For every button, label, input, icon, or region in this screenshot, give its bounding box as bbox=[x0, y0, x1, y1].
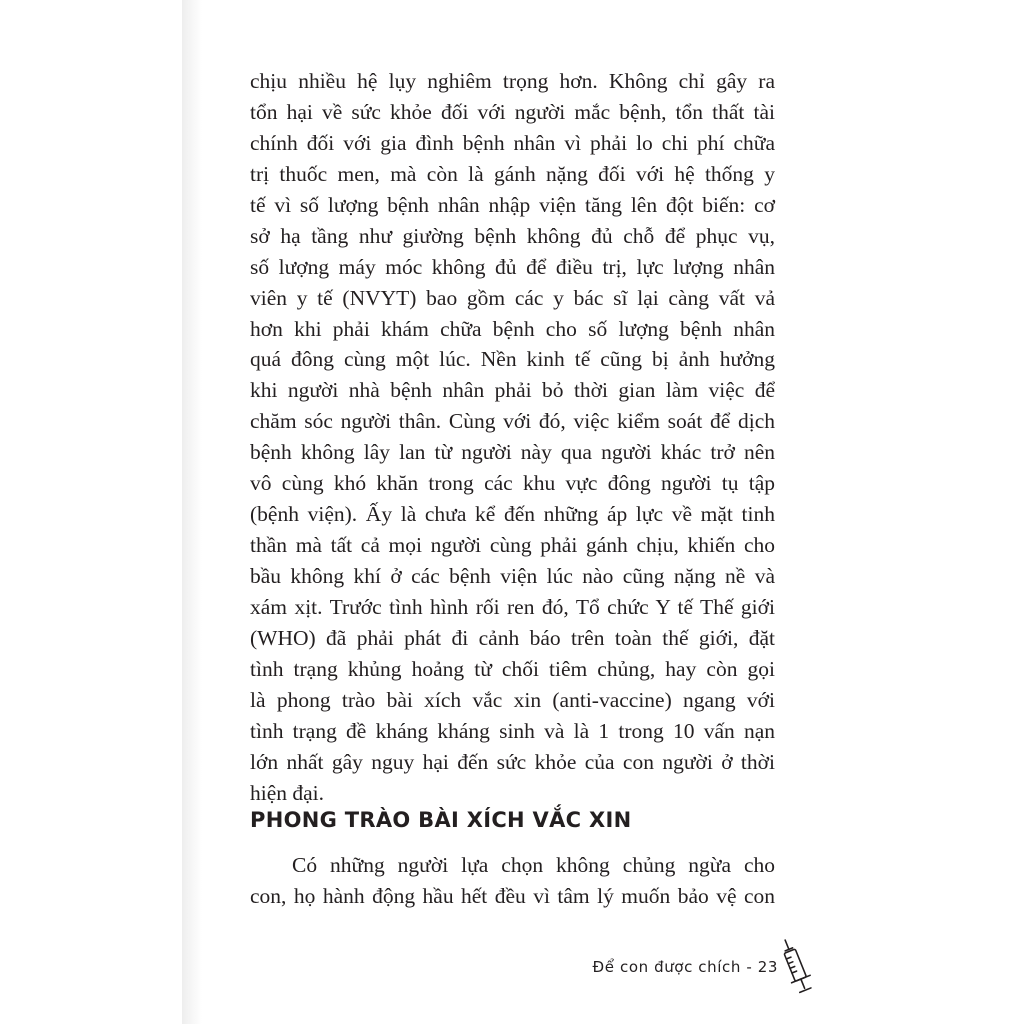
body-line: là phong trào bài xích vắc xin (anti-vaccine) ngang với bbox=[250, 687, 775, 712]
body-line: (WHO) đã phải phát đi cảnh báo trên toàn thế giới, đặt bbox=[250, 625, 775, 650]
body-line: bệnh không lây lan từ người này qua người khác trở nên bbox=[250, 440, 775, 465]
body-line: tình trạng khủng hoảng từ chối tiêm chủng, hay còn gọi bbox=[250, 656, 775, 681]
body-line: con, họ hành động hầu hết đều vì tâm lý muốn bảo vệ con bbox=[250, 883, 775, 908]
body-paragraph bbox=[250, 66, 775, 809]
body-line: tình trạng đề kháng kháng sinh và là 1 trong 10 vấn nạn bbox=[250, 718, 775, 743]
body-line: bầu không khí ở các bệnh viện lúc nào cũng nặng nề và bbox=[250, 564, 775, 588]
body-line: quá đông cùng một lúc. Nền kinh tế cũng bị ảnh hưởng bbox=[250, 347, 775, 372]
body-line: khi người nhà bệnh nhân phải bỏ thời gian làm việc để bbox=[250, 378, 775, 403]
body-line: chịu nhiều hệ lụy nghiêm trọng hơn. Không chỉ gây ra bbox=[250, 69, 775, 93]
body-line: hơn khi phải khám chữa bệnh cho số lượng bệnh nhân bbox=[250, 316, 775, 341]
body-line: lớn nhất gây nguy hại đến sức khỏe của con người ở thời bbox=[250, 749, 775, 774]
body-line: xám xịt. Trước tình hình rối ren đó, Tổ chức Y tế Thế giới bbox=[250, 594, 775, 619]
section-heading: PHONG TRÀO BÀI XÍCH VẮC XIN bbox=[250, 808, 632, 832]
body-line: sở hạ tầng như giường bệnh không đủ chỗ để phục vụ, bbox=[250, 223, 775, 248]
body-line: viên y tế (NVYT) bao gồm các y bác sĩ lại càng vất vả bbox=[250, 285, 775, 310]
body-line: trị thuốc men, mà còn là gánh nặng đối với hệ thống y bbox=[250, 161, 775, 186]
body-line: thần mà tất cả mọi người cùng phải gánh chịu, khiến cho bbox=[250, 533, 775, 558]
second-paragraph bbox=[250, 850, 775, 912]
body-line: tế vì số lượng bệnh nhân nhập viện tăng lên đột biến: cơ bbox=[250, 192, 775, 217]
body-line: chăm sóc người thân. Cùng với đó, việc kiểm soát để dịch bbox=[250, 409, 775, 434]
body-line: Có những người lựa chọn không chủng ngừa cho bbox=[292, 853, 775, 877]
body-line: tổn hại về sức khỏe đối với người mắc bệnh, tổn thất tài bbox=[250, 99, 775, 124]
page-footer: Để con được chích - 23 bbox=[592, 958, 778, 976]
body-line: số lượng máy móc không đủ để điều trị, lực lượng nhân bbox=[250, 254, 775, 279]
body-line: chính đối với gia đình bệnh nhân vì phải lo chi phí chữa bbox=[250, 130, 775, 155]
syringe-icon bbox=[776, 936, 816, 998]
body-line: (bệnh viện). Ấy là chưa kể đến những áp lực về mặt tinh bbox=[250, 502, 775, 527]
body-line: hiện đại. bbox=[250, 780, 325, 805]
body-line: vô cùng khó khăn trong các khu vực đông người tụ tập bbox=[250, 471, 775, 496]
